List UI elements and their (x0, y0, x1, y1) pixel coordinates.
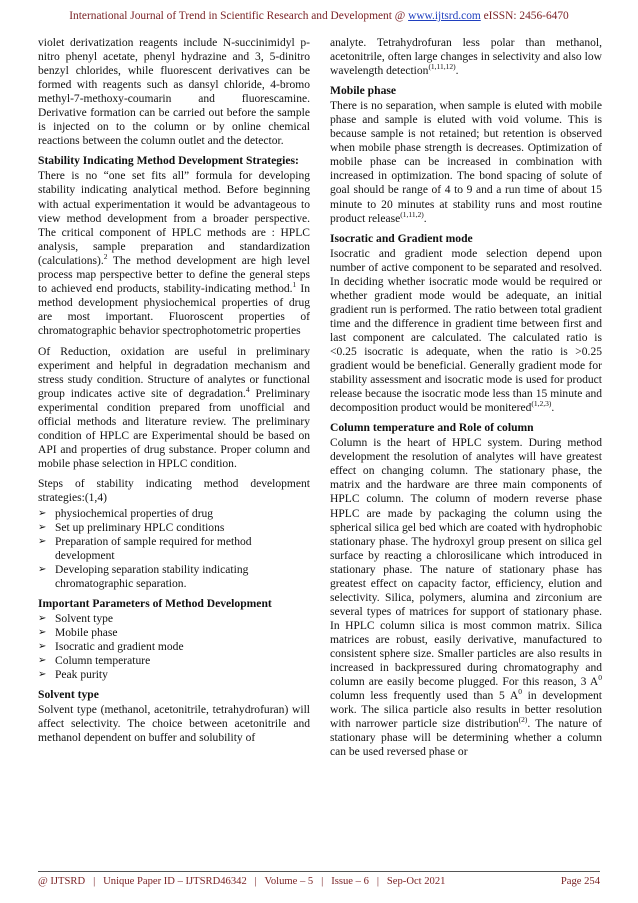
page-footer (38, 871, 600, 887)
stability-paragraph: There is no “one set fits all” formula for developing stability indicating analytical method. Before beginning with actual experimentation it would be advantageous to view method development from a broader perspective. The critical component of HPLC methods are : HPLC analysis, sample preparation and standardization (calculations).$^2$ The method development are high level process map perspective better to define the general steps to achieved end products, stability-indicating method.$^1$ In method development physiochemical properties of drug are most important. Fluoroscent properties of chromatographic behavior spectrophotometric properties (38, 170, 310, 337)
citation: (2) (518, 715, 528, 725)
list-item: ➢ Preparation of sample required for method development (38, 535, 310, 563)
solvent-paragraph: Solvent type (methanol, acetonitrile, tetrahydrofuran) will affect selectivity. The choice between acetonitrile and methanol dependent on buffer and solubility of (38, 704, 310, 745)
list-item: ➢ Solvent type (38, 612, 310, 626)
column-heading: Column temperature and Role of column (330, 421, 534, 435)
journal-title: International Journal of Trend in Scientific Research and Development @ (69, 10, 409, 22)
continued-paragraph: analyte. Tetrahydrofuran less polar than methanol, acetonitrile, often large changes in selectivity and also low wavelength detection$^{(1,11,12)}$. (330, 37, 602, 78)
page-number: Page 254 (560, 876, 600, 887)
citation: (1,11,12) (428, 62, 456, 72)
intro-paragraph: violet derivatization reagents include N-succinimidyl p-nitro phenyl acetate, phenyl hydrazine and 3, 5-dinitro benzyl chlorides, while fluorescent derivatives can be formed with reagents such as dansyl chloride, 4-bromo methyl-7-methoxy-coumarin and fluorescamine. Derivative formation can be carried out before the sample is injected on to the column or by online chemical reactions between the column outlet and the detector. (38, 37, 310, 148)
superscript: 0 (518, 687, 522, 697)
citation: (1,2,3) (531, 399, 552, 409)
parameters-heading: Important Parameters of Method Development (38, 596, 272, 610)
column-paragraph: Column is the heart of HPLC system. During method development the resolution of analytes will have greatest effect on changing column. The stationary phase, the matrix and the hardware are three main components of HPLC column. The column of modern reverse phase HPLC are made by packaging the column using the spherical silica gel bed which are coated with hydrophobic stationary phase. The hydroxyl group present on silica gel surface by reacting a chlorosilicane which introduced in stationary phase. The nature of stationary phase has greatest effect on capacity factor, efficiency, elution and selectivity. Silica, polymers, alumina and zirconium are several types of matrices for support of stationary phase. In HPLC column silica is most common matrix. Silica matrices are robust, easily derivative, manufactured to consistent sphere size. Smaller particles are also results in increased in backpressured during chromatography and column are easily become plugged. For this reason, 3 $A^0$ column less frequently used than 5 $A^0$ in development work. The silica particle also results in better resolution with narrower particle size distribution$^{(2)}$. The nature of stationary phase will be determining whether a column can be used reversed phase or (330, 437, 602, 759)
footer-info: @ IJTSRD | Unique Paper ID – IJTSRD46342 | Volume – 5 | Issue – 6 | Sep-Oct 2021 (38, 876, 446, 887)
journal-header (0, 10, 638, 22)
list-item: ➢ physiochemical properties of drug (38, 507, 310, 521)
journal-issn: eISSN: 2456-6470 (480, 10, 569, 22)
citation: (1,11,2) (400, 209, 424, 219)
reduction-paragraph: Of Reduction, oxidation are useful in preliminary experiment and helpful in degradation mechanism and stress study condition. Structure of analytes or functional group indicates active site of degradation.$^4$ Preliminary experimental condition prepared from unofficial and official methods and literature review. The preliminary condition of HPLC are Experimental should be based on API and properties of drug substance. Proper column and mobile phase selection in HPLC condition. (38, 345, 310, 471)
list-item: ➢ Mobile phase (38, 626, 310, 640)
mobile-phase-paragraph: There is no separation, when sample is eluted with mobile phase and sample is eluted with void volume. This is because sample is not retained; but retention is observed when mobile phase strength is decreases. Optimization of mobile phase can be increased in combination with increased in optimization. The bond spacing of solute of goal should be range of 4 to 9 and a run time of about 15 minute to 20 minutes at stability runs and most routine product release$^{(1,11,2)}$. (330, 100, 602, 225)
stability-heading: Stability Indicating Method Development Strategies: (38, 154, 299, 168)
list-item: ➢ Set up preliminary HPLC conditions (38, 521, 310, 535)
right-column (330, 36, 602, 765)
list-item: ➢ Peak purity (38, 668, 310, 682)
steps-intro: Steps of stability indicating method development strategies:(1,4) (38, 478, 310, 505)
citation: 1 (292, 279, 297, 289)
citation: 2 (103, 251, 108, 261)
list-item: ➢ Column temperature (38, 654, 310, 668)
isocratic-paragraph: Isocratic and gradient mode selection depend upon number of active component to be separated and resolved. In deciding whether isocratic mode would be required or whether gradient mode would be adequate, an initial gradient run is performed. The ratio between total gradient time and the difference in gradient time between first and last component are calculated. The calculated ratio is <0.25 isocratic is adequate, when the ratio is >0.25 gradient would be beneficial. Generally gradient mode for stability assessment and isocratic mode is used for product release because the isocratic mode less than 15 minute and decomposition product would be monitered$^{(1,2,3)}$. (330, 247, 602, 415)
steps-list (38, 507, 310, 591)
mobile-phase-heading: Mobile phase (330, 84, 397, 98)
left-column (38, 36, 310, 751)
citation: 4 (245, 385, 250, 395)
journal-url-link[interactable]: www.ijtsrd.com (408, 10, 481, 22)
parameters-list (38, 612, 310, 682)
solvent-heading: Solvent type (38, 688, 99, 702)
isocratic-heading: Isocratic and Gradient mode (330, 231, 473, 245)
list-item: ➢ Isocratic and gradient mode (38, 640, 310, 654)
superscript: 0 (598, 673, 602, 683)
list-item: ➢ Developing separation stability indicating chromatographic separation. (38, 563, 310, 591)
